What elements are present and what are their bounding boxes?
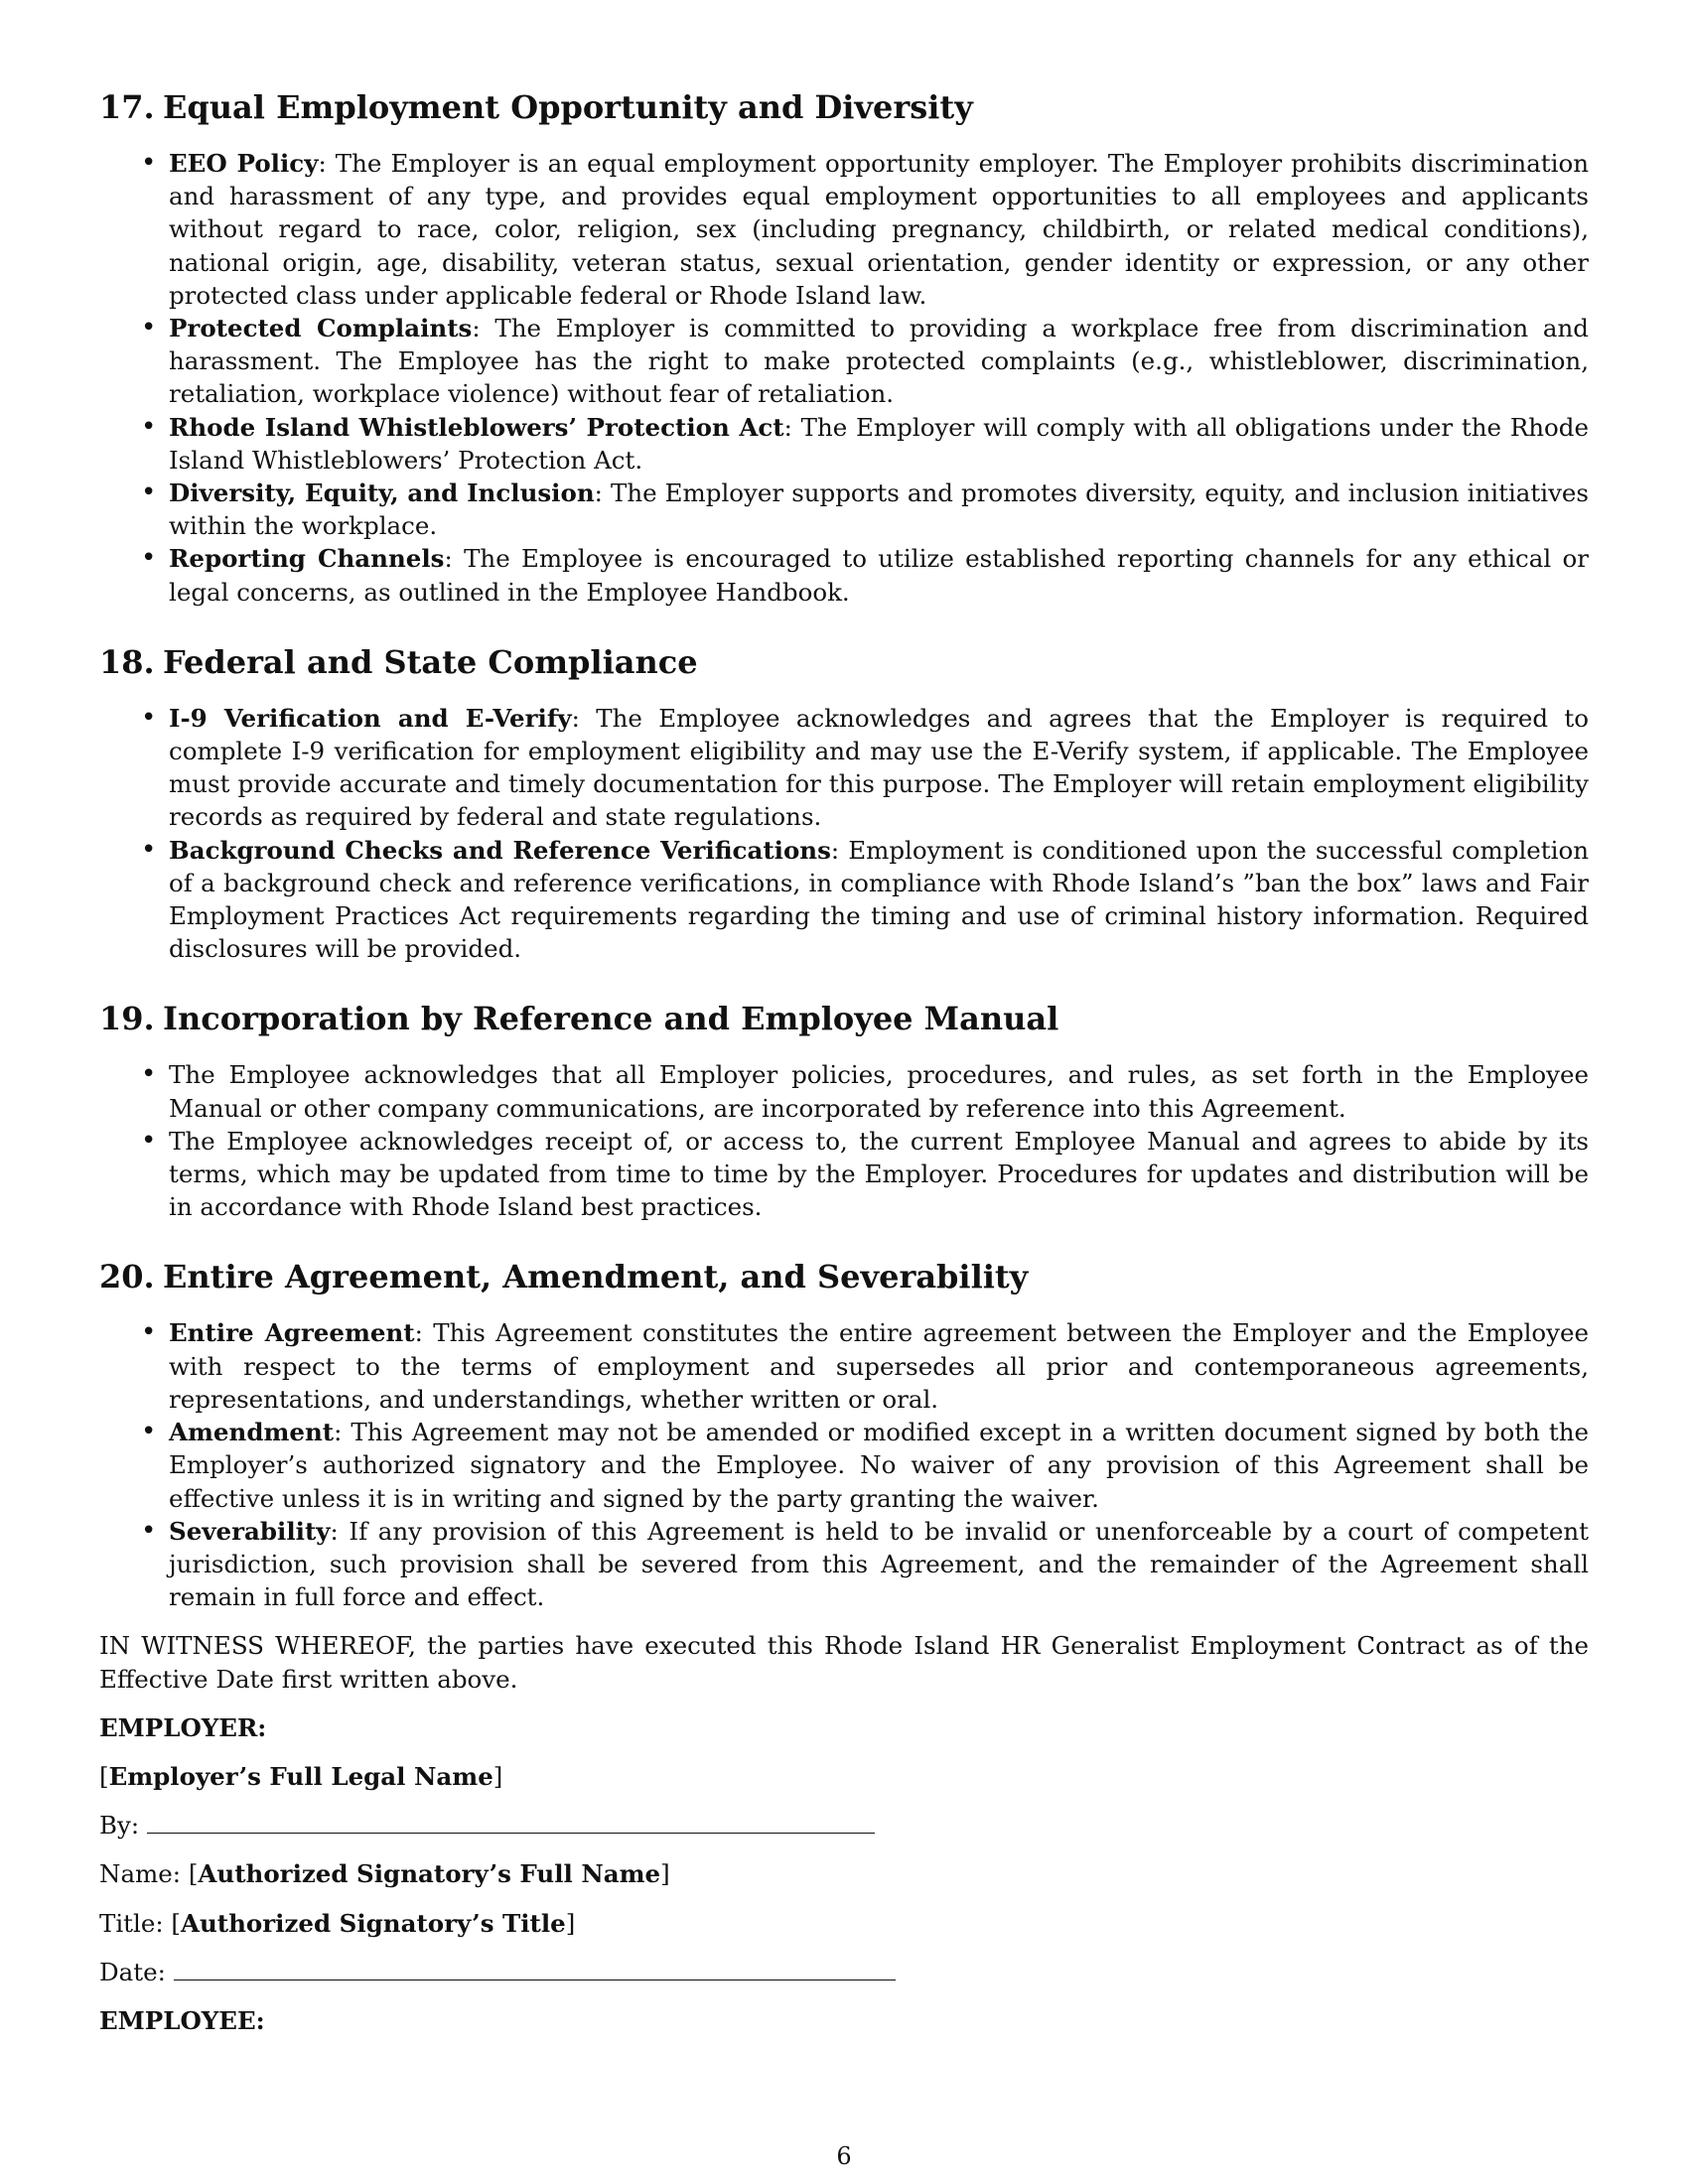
document-page bbox=[99, 87, 1589, 2037]
signatory-title-placeholder: Authorized Signatory’s Title bbox=[180, 1908, 566, 1938]
item-text: The Employee acknowledges receipt of, or access to, the current Employee Manual and agrees to abide by its terms, which may be updated from time to time by the Employer. Procedures for updates and distribution will be in accordance with Rhode Island best practices. bbox=[169, 1126, 1589, 1222]
section-title: Equal Employment Opportunity and Diversity bbox=[163, 88, 973, 126]
employer-name-placeholder: Employer’s Full Legal Name bbox=[108, 1761, 493, 1791]
signatory-name-placeholder: Authorized Signatory’s Full Name bbox=[198, 1859, 661, 1889]
item-text: : The Employee acknowledges and agrees that the Employer is required to complete I-9 verification for employment eligibility and may use the E-Verify system, if applicable. The Employee must provide accurate and timely documentation for this purpose. The Employer will retain employment eligibility records as required by federal and state regulations. bbox=[169, 703, 1589, 832]
section-17 bbox=[99, 87, 1589, 609]
list-item bbox=[169, 312, 1589, 411]
list-item bbox=[169, 147, 1589, 312]
item-text: The Employee acknowledges that all Employer policies, procedures, and rules, as set forth in the Employee Manual or other company communications, are incorporated by reference into this Agreement. bbox=[169, 1060, 1589, 1123]
title-label: Title: bbox=[99, 1908, 164, 1938]
section-number: 18. bbox=[99, 642, 155, 681]
item-term: Background Checks and Reference Verifications bbox=[169, 835, 831, 865]
list-item bbox=[169, 1125, 1589, 1224]
employer-heading: EMPLOYER: bbox=[99, 1712, 267, 1742]
item-term: Severability bbox=[169, 1516, 331, 1546]
item-term: Protected Complaints bbox=[169, 314, 473, 343]
section-title: Incorporation by Reference and Employee Manual bbox=[163, 1000, 1059, 1038]
date-line bbox=[99, 1956, 1589, 1988]
by-label: By: bbox=[99, 1811, 140, 1841]
item-text: : The Employer will comply with all obligations under the Rhode Island Whistleblowers’ Protection Act. bbox=[169, 412, 1589, 475]
list-item bbox=[169, 477, 1589, 542]
bullet-list bbox=[99, 1058, 1589, 1223]
item-text: : This Agreement may not be amended or modified except in a written document signed by both the Employer’s authorized signatory and the Employee. No waiver of any provision of this Agreement shall be effective unless it is in writing and signed by the party granting the waiver. bbox=[169, 1418, 1589, 1513]
section-number: 19. bbox=[99, 1000, 155, 1038]
date-label: Date: bbox=[99, 1957, 166, 1986]
item-term: Amendment bbox=[169, 1418, 335, 1447]
by-line bbox=[99, 1809, 1589, 1842]
list-item bbox=[169, 1515, 1589, 1614]
section-heading bbox=[99, 999, 1589, 1038]
section-title: Federal and State Compliance bbox=[163, 642, 698, 681]
list-item bbox=[169, 411, 1589, 477]
bullet-list bbox=[99, 1316, 1589, 1613]
section-heading bbox=[99, 1257, 1589, 1297]
bullet-list bbox=[99, 702, 1589, 966]
employer-name: [Employer’s Full Legal Name] bbox=[99, 1761, 503, 1791]
witness-clause: IN WITNESS WHEREOF, the parties have executed this Rhode Island HR Generalist Employment Contract as of the Effective Date first written above. bbox=[99, 1631, 1589, 1694]
list-item bbox=[169, 1416, 1589, 1515]
bullet-list bbox=[99, 147, 1589, 609]
name-line: Name: [Authorized Signatory’s Full Name] bbox=[99, 1859, 670, 1889]
signature-block bbox=[99, 1711, 1589, 2037]
employee-heading: EMPLOYEE: bbox=[99, 2005, 265, 2035]
list-item bbox=[169, 834, 1589, 966]
section-heading bbox=[99, 642, 1589, 682]
item-term: Entire Agreement bbox=[169, 1318, 415, 1348]
item-text: : If any provision of this Agreement is held to be invalid or unenforceable by a court of competent jurisdiction, such provision shall be severed from this Agreement, and the remainder of the Agreement shall remain in full force and effect. bbox=[169, 1516, 1589, 1612]
item-term: Rhode Island Whistleblowers’ Protection Act bbox=[169, 412, 784, 442]
item-term: Reporting Channels bbox=[169, 544, 445, 574]
section-title: Entire Agreement, Amendment, and Severability bbox=[163, 1258, 1029, 1297]
item-term: I-9 Verification and E-Verify bbox=[169, 703, 572, 733]
item-text: : The Employer supports and promotes diversity, equity, and inclusion initiatives within the workplace. bbox=[169, 478, 1589, 541]
item-text: : The Employer is committed to providing a workplace free from discrimination and harassment. The Employee has the right to make protected complaints (e.g., whistleblower, discrimination, retaliation, workplace violence) without fear of retaliation. bbox=[169, 314, 1589, 409]
section-number: 20. bbox=[99, 1258, 155, 1297]
item-text: : The Employee is encouraged to utilize established reporting channels for any ethical or legal concerns, as outlined in the Employee Handbook. bbox=[169, 544, 1589, 607]
item-term: Diversity, Equity, and Inclusion bbox=[169, 478, 595, 508]
item-text: : Employment is conditioned upon the successful completion of a background check and reference verifications, in compliance with Rhode Island’s ”ban the box” laws and Fair Employment Practices Act requirements regarding the timing and use of criminal history information. Required disclosures will be provided. bbox=[169, 835, 1589, 964]
list-item bbox=[169, 702, 1589, 834]
section-18 bbox=[99, 642, 1589, 966]
section-20 bbox=[99, 1257, 1589, 1613]
section-19 bbox=[99, 999, 1589, 1223]
employer-signature-field[interactable] bbox=[147, 1809, 875, 1834]
name-label: Name: bbox=[99, 1859, 182, 1889]
page-number: 6 bbox=[836, 2142, 852, 2170]
list-item bbox=[169, 1316, 1589, 1416]
list-item bbox=[169, 1058, 1589, 1124]
title-line: Title: [Authorized Signatory’s Title] bbox=[99, 1908, 576, 1938]
date-field[interactable] bbox=[174, 1956, 896, 1980]
item-text: : The Employer is an equal employment opportunity employer. The Employer prohibits discrimination and harassment of any type, and provides equal employment opportunities to all employees and applicants without regard to race, color, religion, sex (including pregnancy, childbirth, or related medical conditions), national origin, age, disability, veteran status, sexual orientation, gender identity or expression, or any other protected class under applicable federal or Rhode Island law. bbox=[169, 149, 1590, 310]
section-heading bbox=[99, 87, 1589, 127]
item-term: EEO Policy bbox=[169, 149, 319, 178]
list-item bbox=[169, 542, 1589, 608]
item-text: : This Agreement constitutes the entire agreement between the Employer and the Employee with respect to the terms of employment and supersedes all prior and contemporaneous agreements, representations, and understandings, whether written or oral. bbox=[169, 1318, 1589, 1414]
section-number: 17. bbox=[99, 88, 155, 126]
